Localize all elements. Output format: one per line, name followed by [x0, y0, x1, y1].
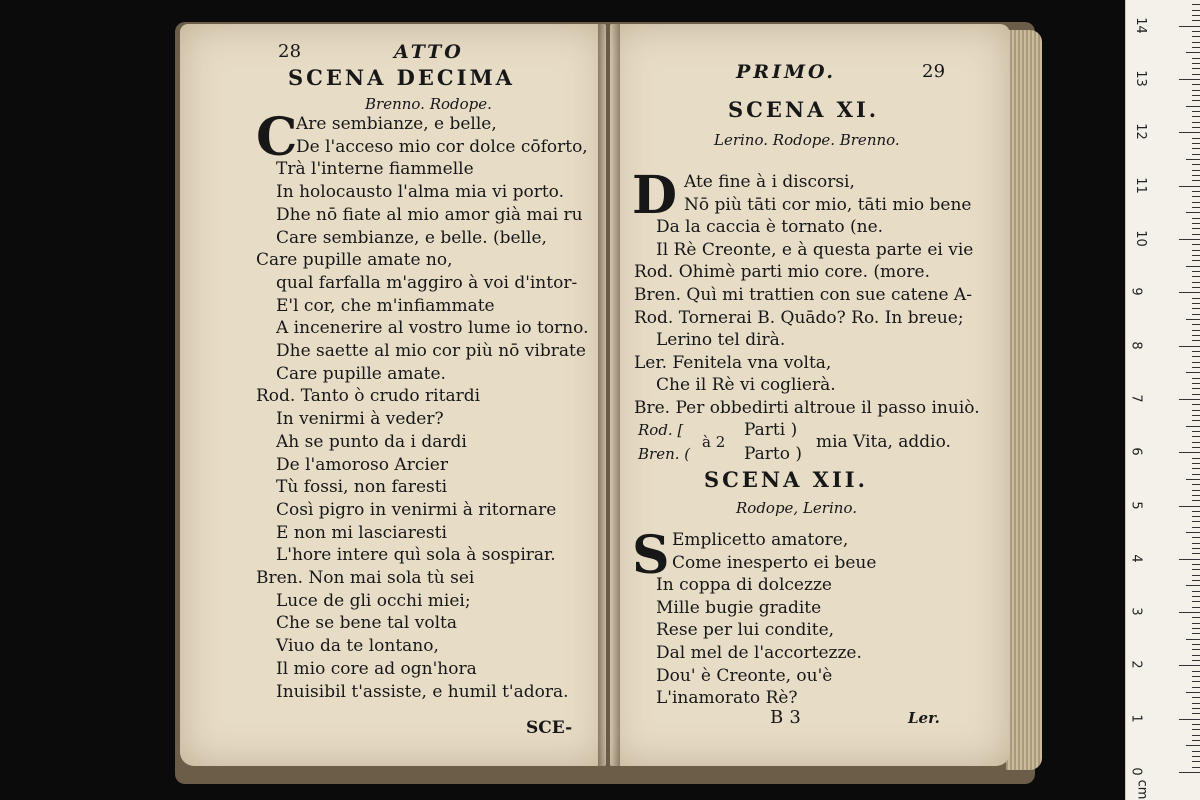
ruler-label: 8 — [1128, 340, 1144, 350]
scene-xii-title: SCENA XII. — [704, 467, 868, 492]
catchword-left: SCE- — [526, 718, 573, 738]
drop-cap-s: S — [632, 525, 670, 586]
ruler-tick — [1192, 649, 1200, 650]
ruler-tick — [1192, 244, 1200, 245]
verse-line: Mille bugie gradite — [656, 597, 822, 618]
ruler-tick — [1192, 410, 1200, 411]
ruler-tick — [1192, 175, 1200, 176]
ruler-tick — [1192, 404, 1200, 405]
duet-bren: Bren. ( — [638, 445, 691, 463]
ruler-tick — [1192, 420, 1200, 421]
verse-line: qual farfalla m'aggiro à voi d'intor- — [276, 272, 578, 293]
ruler-tick — [1192, 569, 1200, 570]
ruler-label: 6 — [1128, 447, 1144, 456]
ruler-tick — [1192, 367, 1200, 368]
ruler-tick — [1192, 521, 1200, 522]
ruler-tick — [1179, 79, 1200, 80]
ruler-tick — [1192, 111, 1200, 112]
ruler-tick — [1192, 122, 1200, 123]
verse-line: Così pigro in venirmi à ritornare — [276, 499, 557, 520]
ruler-tick — [1192, 314, 1200, 315]
verse-line: Rod. Tanto ò crudo ritardi — [256, 386, 481, 407]
ruler-tick — [1192, 303, 1200, 304]
ruler-tick — [1192, 58, 1200, 59]
ruler-label: 5 — [1128, 500, 1144, 510]
verse-line: Bren. Non mai sola tù sei — [256, 568, 475, 588]
ruler-tick — [1192, 362, 1200, 363]
ruler-label: 7 — [1128, 394, 1144, 403]
ruler-label: 14 — [1132, 17, 1148, 34]
ruler-tick — [1192, 276, 1200, 277]
ruler-tick — [1192, 95, 1200, 96]
ruler-tick — [1192, 196, 1200, 197]
ruler-tick — [1192, 655, 1200, 656]
ruler-tick — [1192, 287, 1200, 288]
verse-line: Rod. Ohimè parti mio core. (more. — [634, 262, 930, 283]
verse-line: Inuisibil t'assiste, e humil t'adora. — [276, 681, 569, 702]
left-page — [180, 24, 606, 766]
ruler-tick — [1192, 308, 1200, 309]
ruler-tick — [1192, 671, 1200, 672]
ruler-tick — [1179, 719, 1200, 720]
ruler-tick — [1186, 319, 1200, 320]
ruler-tick — [1192, 500, 1200, 501]
ruler-tick — [1192, 564, 1200, 565]
verse-line: Are sembianze, e belle, — [296, 114, 497, 134]
ruler-tick — [1192, 234, 1200, 235]
verse-line: Tù fossi, non faresti — [276, 477, 448, 498]
page-number-right: 29 — [922, 61, 946, 82]
ruler-tick — [1192, 335, 1200, 336]
ruler-tick — [1179, 26, 1200, 27]
ruler-tick — [1192, 90, 1200, 91]
ruler-tick — [1192, 463, 1200, 464]
ruler-tick — [1192, 202, 1200, 203]
verse-line: De l'amoroso Arcier — [276, 454, 448, 475]
ruler-tick — [1192, 575, 1200, 576]
verse-line: Ate fine à i discorsi, — [684, 172, 855, 192]
ruler-tick — [1192, 20, 1200, 21]
ruler-tick — [1192, 4, 1200, 5]
ruler-tick — [1192, 527, 1200, 528]
ruler-tick — [1192, 356, 1200, 357]
ruler-tick — [1192, 708, 1200, 709]
verse-line: Nō più tāti cor mio, tāti mio bene — [684, 194, 972, 215]
ruler-label: 11 — [1132, 176, 1148, 194]
ruler-tick — [1179, 186, 1200, 187]
verse-line: Il Rè Creonte, e à questa parte ei vie — [656, 239, 974, 260]
verse-line: Rese per lui condite, — [656, 620, 835, 641]
verse-line: Che se bene tal volta — [276, 613, 458, 634]
ruler-tick — [1179, 452, 1200, 453]
ruler-tick — [1186, 426, 1200, 427]
ruler-tick — [1179, 612, 1200, 613]
ruler-tick — [1192, 143, 1200, 144]
verse-line: A incenerire al vostro lume io torno. — [276, 318, 589, 339]
ruler-tick — [1192, 148, 1200, 149]
book-gutter — [598, 24, 620, 766]
ruler-tick — [1192, 36, 1200, 37]
ruler-tick — [1192, 729, 1200, 730]
ruler-tick — [1186, 639, 1200, 640]
ruler-tick — [1192, 442, 1200, 443]
ruler-label: 3 — [1128, 607, 1144, 616]
ruler-label: 4 — [1128, 554, 1144, 563]
ruler-tick — [1192, 601, 1200, 602]
ruler-tick — [1192, 207, 1200, 208]
scene-xii-characters: Rodope, Lerino. — [736, 499, 857, 517]
ruler-tick — [1192, 180, 1200, 181]
scene-title: SCENA DECIMA — [288, 65, 515, 90]
scene-xi-title: SCENA XI. — [728, 97, 880, 122]
duet-parto: Parto ) — [744, 444, 803, 464]
verse-line: Il mio core ad ogn'hora — [276, 658, 477, 679]
ruler-tick — [1186, 372, 1200, 373]
ruler-tick — [1192, 751, 1200, 752]
verse-line: L'inamorato Rè? — [656, 688, 798, 709]
ruler-tick — [1192, 436, 1200, 437]
ruler-tick — [1179, 665, 1200, 666]
ruler-tick — [1192, 74, 1200, 75]
ruler-tick — [1192, 84, 1200, 85]
ruler-tick — [1192, 116, 1200, 117]
verse-line: Trà l'interne fiammelle — [276, 159, 474, 180]
ruler-tick — [1186, 479, 1200, 480]
ruler-tick — [1192, 394, 1200, 395]
ruler-tick — [1192, 468, 1200, 469]
duet-tail: mia Vita, addio. — [816, 432, 951, 452]
ruler-tick — [1192, 447, 1200, 448]
ruler-tick — [1192, 218, 1200, 219]
ruler-tick — [1192, 697, 1200, 698]
verse-line: Care sembianze, e belle. (belle, — [276, 227, 547, 248]
ruler-tick — [1179, 399, 1200, 400]
ruler-tick — [1179, 772, 1200, 773]
ruler-tick — [1192, 100, 1200, 101]
ruler-label: 2 — [1128, 660, 1144, 670]
ruler-tick — [1179, 346, 1200, 347]
ruler-tick — [1186, 212, 1200, 213]
ruler-label: 0 — [1128, 767, 1144, 776]
ruler-tick — [1186, 52, 1200, 53]
ruler-tick — [1179, 559, 1200, 560]
ruler-tick — [1192, 191, 1200, 192]
page-edges — [1006, 30, 1042, 770]
ruler-tick — [1192, 170, 1200, 171]
ruler-tick — [1192, 495, 1200, 496]
ruler-tick — [1192, 271, 1200, 272]
drop-cap-d: D — [632, 165, 678, 226]
ruler-tick — [1192, 703, 1200, 704]
ruler-tick — [1192, 250, 1200, 251]
duet-a2: à 2 — [702, 433, 726, 451]
verse-line: Dhe saette al mio cor più nō vibrate — [276, 341, 586, 361]
ruler-tick — [1192, 633, 1200, 634]
ruler-tick — [1192, 255, 1200, 256]
ruler-tick — [1192, 127, 1200, 128]
measuring-ruler — [1125, 0, 1200, 800]
duet-parti: Parti ) — [744, 420, 798, 440]
ruler-tick — [1192, 260, 1200, 261]
verse-line: Che il Rè vi coglierà. — [656, 375, 836, 396]
ruler-tick — [1192, 548, 1200, 549]
ruler-tick — [1192, 676, 1200, 677]
verse-line: Da la caccia è tornato (ne. — [656, 217, 884, 238]
ruler-tick — [1179, 292, 1200, 293]
ruler-tick — [1192, 735, 1200, 736]
ruler-tick — [1192, 537, 1200, 538]
ruler-tick — [1192, 724, 1200, 725]
scene-xi-characters: Lerino. Rodope. Brenno. — [714, 131, 900, 149]
ruler-tick — [1186, 106, 1200, 107]
ruler-tick — [1192, 756, 1200, 757]
ruler-tick — [1192, 351, 1200, 352]
ruler-tick — [1192, 767, 1200, 768]
verse-line: Emplicetto amatore, — [672, 530, 849, 550]
ruler-tick — [1192, 458, 1200, 459]
verse-line: Dhe nō fiate al mio amor già mai ru — [276, 204, 583, 225]
ruler-tick — [1179, 506, 1200, 507]
verse-line: E'l cor, che m'infiammate — [276, 295, 495, 316]
verse-line: Dal mel de l'accortezze. — [656, 643, 862, 663]
ruler-tick — [1192, 484, 1200, 485]
verse-line: In holocausto l'alma mia vi porto. — [276, 182, 565, 203]
verse-line: Care pupille amate no, — [256, 250, 453, 271]
scene-characters: Brenno. Rodope. — [365, 95, 492, 113]
ruler-tick — [1192, 154, 1200, 155]
ruler-tick — [1192, 623, 1200, 624]
ruler-tick — [1192, 340, 1200, 341]
drop-cap: C — [256, 107, 298, 168]
ruler-tick — [1192, 324, 1200, 325]
ruler-tick — [1192, 553, 1200, 554]
ruler-tick — [1192, 761, 1200, 762]
ruler-tick — [1179, 132, 1200, 133]
ruler-tick — [1192, 511, 1200, 512]
ruler-tick — [1192, 431, 1200, 432]
ruler-tick — [1186, 532, 1200, 533]
verse-line: Dou' è Creonte, ou'è — [656, 665, 833, 686]
duet-rod: Rod. [ — [638, 421, 684, 439]
ruler-label: 9 — [1128, 287, 1144, 296]
ruler-tick — [1192, 282, 1200, 283]
ruler-tick — [1192, 10, 1200, 11]
catchword-right: Ler. — [908, 709, 940, 727]
right-page — [610, 24, 1010, 766]
verse-line: Viuo da te lontano, — [276, 636, 439, 657]
ruler-tick — [1192, 383, 1200, 384]
ruler-tick — [1192, 740, 1200, 741]
ruler-tick — [1192, 68, 1200, 69]
ruler-tick — [1192, 138, 1200, 139]
ruler-tick — [1192, 47, 1200, 48]
ruler-tick — [1192, 628, 1200, 629]
ruler-tick — [1192, 474, 1200, 475]
ruler-tick — [1179, 239, 1200, 240]
ruler-tick — [1186, 745, 1200, 746]
verse-line: De l'acceso mio cor dolce cōforto, — [296, 136, 588, 157]
ruler-tick — [1192, 15, 1200, 16]
ruler-tick — [1192, 596, 1200, 597]
ruler-tick — [1192, 644, 1200, 645]
verse-line: Ah se punto da i dardi — [276, 431, 467, 452]
ruler-tick — [1192, 228, 1200, 229]
ruler-tick — [1192, 580, 1200, 581]
verse-line: Ler. Fenitela vna volta, — [634, 352, 832, 373]
verse-line: Luce de gli occhi miei; — [276, 590, 471, 611]
running-head-left: ATTO — [394, 41, 464, 63]
ruler-tick — [1192, 63, 1200, 64]
ruler-tick — [1192, 378, 1200, 379]
ruler-label: 13 — [1132, 70, 1148, 87]
verse-line: Bren. Quì mi trattien con sue catene A- — [634, 285, 972, 305]
verse-line: In coppa di dolcezze — [656, 575, 832, 596]
verse-line: L'hore intere quì sola à sospirar. — [276, 545, 556, 566]
ruler-tick — [1192, 298, 1200, 299]
ruler-tick — [1186, 585, 1200, 586]
ruler-tick — [1192, 543, 1200, 544]
page-number-left: 28 — [278, 41, 302, 62]
ruler-label: 12 — [1132, 123, 1148, 141]
ruler-tick — [1192, 607, 1200, 608]
ruler-tick — [1192, 591, 1200, 592]
ruler-tick — [1192, 617, 1200, 618]
verse-line: Come inesperto ei beue — [672, 552, 877, 573]
ruler-tick — [1186, 266, 1200, 267]
ruler-tick — [1192, 223, 1200, 224]
ruler-tick — [1192, 42, 1200, 43]
ruler-tick — [1192, 660, 1200, 661]
ruler-label: 10 — [1132, 230, 1148, 247]
verse-line: Care pupille amate. — [276, 363, 446, 384]
verse-line: In venirmi à veder? — [276, 409, 444, 430]
signature-mark: B 3 — [770, 707, 802, 728]
ruler-unit: cm — [1134, 779, 1150, 800]
verse-line: Bre. Per obbedirti altroue il passo inuiò. — [634, 398, 980, 418]
ruler-tick — [1192, 681, 1200, 682]
ruler-tick — [1186, 692, 1200, 693]
ruler-tick — [1192, 388, 1200, 389]
verse-line: E non mi lasciaresti — [276, 522, 447, 543]
ruler-tick — [1192, 31, 1200, 32]
verse-line: Lerino tel dirà. — [656, 330, 786, 351]
ruler-label: 1 — [1128, 714, 1144, 723]
ruler-tick — [1192, 516, 1200, 517]
ruler-tick — [1192, 164, 1200, 165]
ruler-tick — [1192, 490, 1200, 491]
verse-line: Rod. Tornerai B. Quādo? Ro. In breue; — [634, 307, 964, 328]
ruler-tick — [1192, 415, 1200, 416]
running-head-right: PRIMO. — [736, 61, 837, 83]
ruler-tick — [1192, 687, 1200, 688]
ruler-tick — [1186, 159, 1200, 160]
ruler-tick — [1192, 713, 1200, 714]
ruler-tick — [1192, 330, 1200, 331]
